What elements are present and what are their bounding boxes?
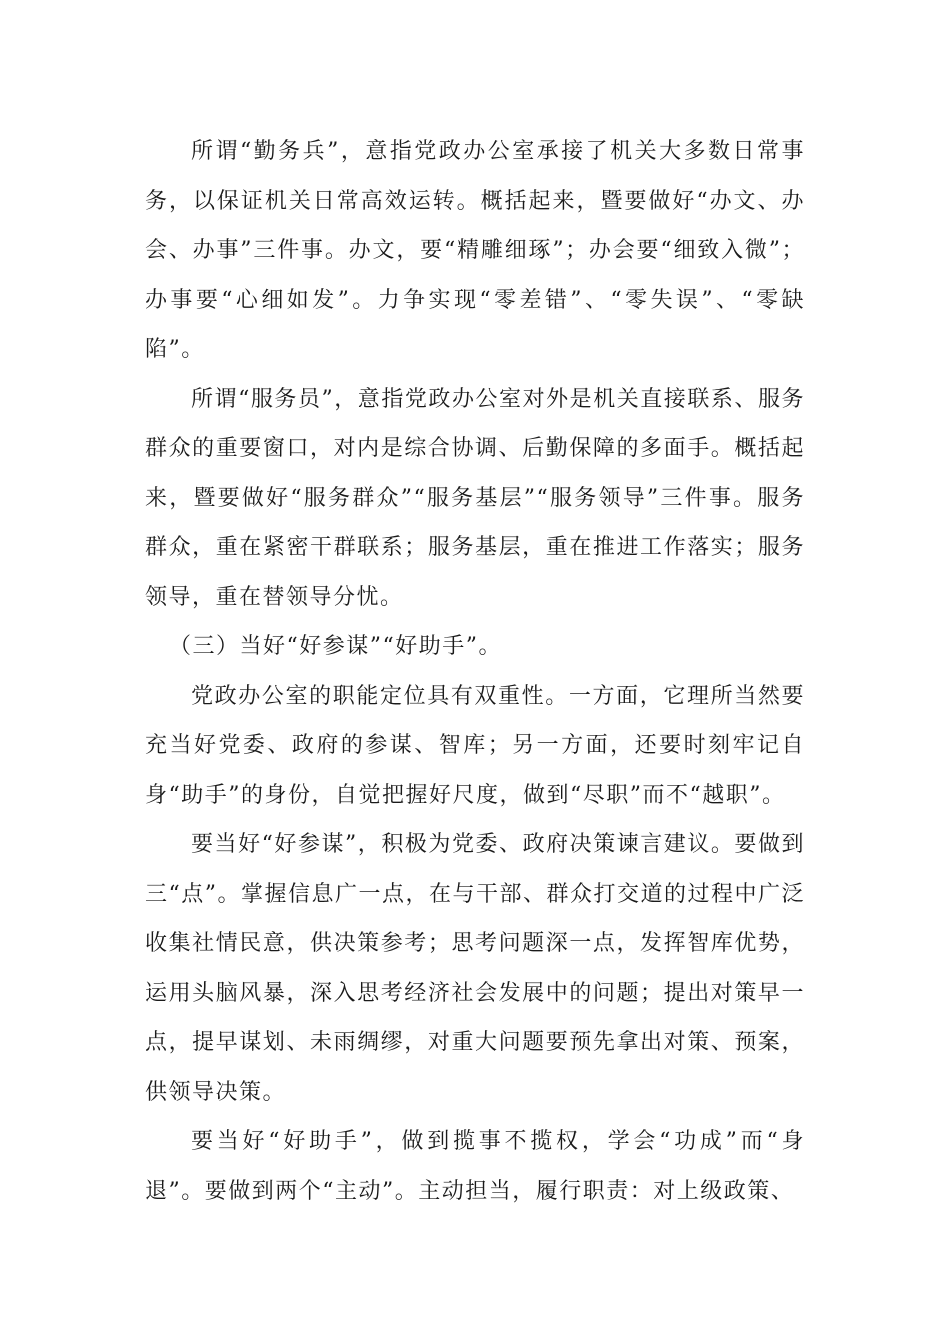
document-body: [145, 127, 805, 1216]
section-heading-3: （三）当好“好参谋”“好助手”。: [169, 634, 502, 659]
paragraph-good-assistant: 要当好“好助手”，做到揽事不揽权，学会“功成”而“身退”。要做到两个“主动”。主动担当，履行职责：对上级政策、: [145, 1129, 805, 1204]
paragraph-fuwuyuan: 所谓“服务员”，意指党政办公室对外是机关直接联系、服务群众的重要窗口，对内是综合协调、后勤保障的多面手。概括起来，暨要做好“服务群众”“服务基层”“服务领导”三件事。服务群众，重在紧密干群联系；服务基层，重在推进工作落实；服务领导，重在替领导分忧。: [145, 386, 805, 610]
paragraph-good-advisor: 要当好“好参谋”，积极为党委、政府决策谏言建议。要做到三“点”。掌握信息广一点，在与干部、群众打交道的过程中广泛收集社情民意，供决策参考；思考问题深一点，发挥智库优势，运用头脑风暴，深入思考经济社会发展中的问题；提出对策早一点，提早谋划、未雨绸缪，对重大问题要预先拿出对策、预案，供领导决策。: [145, 832, 805, 1105]
paragraph-dual-role: 党政办公室的职能定位具有双重性。一方面，它理所当然要充当好党委、政府的参谋、智库；另一方面，还要时刻牢记自身“助手”的身份，自觉把握好尺度，做到“尽职”而不“越职”。: [145, 683, 805, 808]
paragraph-qinwubing: 所谓“勤务兵”，意指党政办公室承接了机关大多数日常事务，以保证机关日常高效运转。概括起来，暨要做好“办文、办会、办事”三件事。办文，要“精雕细琢”；办会要“细致入微”；办事要“心细如发”。力争实现“零差错”、“零失误”、“零缺陷”。: [145, 139, 805, 362]
